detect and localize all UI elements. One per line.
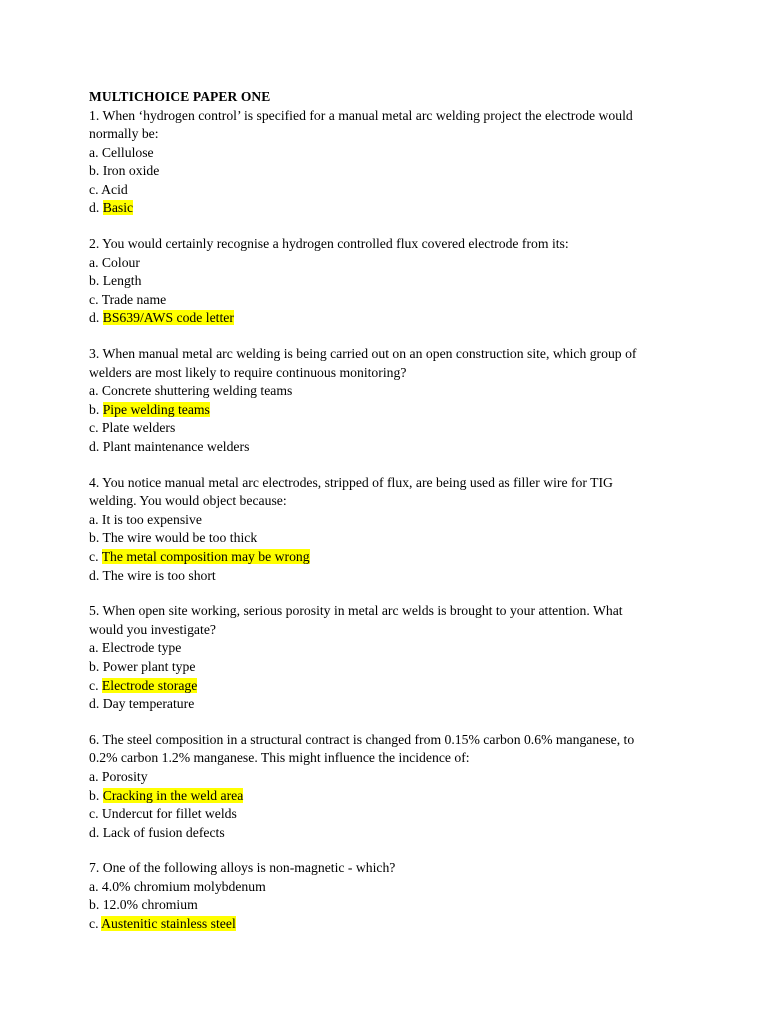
answer-option[interactable] (89, 291, 650, 310)
option-text: Concrete shuttering welding teams (101, 383, 293, 399)
question-stem: 2. You would certainly recognise a hydrogen controlled flux covered electrode from its: (89, 236, 569, 252)
option-letter: a. (89, 144, 99, 160)
option-text: Trade name (101, 291, 167, 307)
option-letter: b. (89, 163, 100, 179)
answer-option[interactable] (89, 199, 650, 218)
answer-option[interactable] (89, 896, 650, 915)
option-text: Lack of fusion defects (102, 824, 225, 840)
answer-option[interactable] (89, 181, 650, 200)
question-block (89, 345, 650, 457)
option-text: It is too expensive (101, 511, 202, 527)
answer-option[interactable] (89, 915, 650, 934)
answer-option[interactable] (89, 878, 650, 897)
answer-option[interactable] (89, 438, 650, 457)
option-letter: b. (89, 897, 100, 913)
answer-option[interactable] (89, 162, 650, 181)
answer-option[interactable] (89, 419, 650, 438)
option-text-highlighted: Electrode storage (101, 677, 198, 693)
answer-option[interactable] (89, 529, 650, 548)
option-letter: c. (89, 420, 99, 436)
answer-option[interactable] (89, 309, 650, 328)
option-text: Undercut for fillet welds (101, 806, 237, 822)
answer-option[interactable] (89, 639, 650, 658)
option-letter: c. (89, 677, 99, 693)
option-letter: c. (89, 806, 99, 822)
option-letter: c. (89, 916, 99, 932)
option-text: Colour (101, 254, 140, 270)
question-stem: 4. You notice manual metal arc electrodes, stripped of flux, are being used as filler wire for TIG welding. You would object because: (89, 474, 613, 509)
option-letter: b. (89, 787, 100, 803)
question-stem: 5. When open site working, serious porosity in metal arc welds is brought to your attention. What would you investigate? (89, 603, 623, 637)
option-text-highlighted: Cracking in the weld area (102, 787, 244, 803)
option-text: The wire would be too thick (102, 530, 258, 546)
option-text: 12.0% chromium (102, 897, 198, 913)
option-letter: d. (89, 696, 100, 712)
option-text-highlighted: Pipe welding teams (102, 401, 210, 417)
option-text: Cellulose (101, 144, 154, 160)
question-stem: 7. One of the following alloys is non-magnetic - which? (89, 860, 396, 876)
answer-option[interactable] (89, 805, 650, 824)
option-text-highlighted: BS639/AWS code letter (102, 310, 234, 326)
question-block (89, 474, 650, 586)
option-letter: a. (89, 254, 99, 270)
option-text: Acid (101, 181, 128, 197)
answer-option[interactable] (89, 272, 650, 291)
answer-option[interactable] (89, 382, 650, 401)
question-block (89, 107, 650, 219)
answer-option[interactable] (89, 787, 650, 806)
option-letter: a. (89, 511, 99, 527)
option-letter: c. (89, 291, 99, 307)
option-letter: b. (89, 401, 100, 417)
question-list (89, 107, 650, 934)
question-block (89, 859, 650, 933)
option-letter: d. (89, 824, 100, 840)
option-text: Day temperature (102, 696, 195, 712)
question-stem: 6. The steel composition in a structural contract is changed from 0.15% carbon 0.6% manganese, to 0.2% carbon 1.2% manganese. This might influence the incidence of: (89, 731, 635, 766)
option-letter: b. (89, 530, 100, 546)
answer-option[interactable] (89, 695, 650, 714)
option-letter: a. (89, 878, 99, 894)
option-text-highlighted: The metal composition may be wrong (101, 548, 310, 564)
question-stem: 1. When ‘hydrogen control’ is specified for a manual metal arc welding project the electrode would normally be: (89, 107, 633, 142)
option-text: Porosity (101, 768, 148, 784)
answer-option[interactable] (89, 254, 650, 273)
question-block (89, 731, 650, 843)
answer-option[interactable] (89, 677, 650, 696)
option-letter: d. (89, 567, 100, 583)
option-letter: d. (89, 439, 100, 454)
option-text: Length (102, 273, 142, 289)
option-letter: d. (89, 310, 100, 326)
option-text-highlighted: Austenitic stainless steel (101, 916, 236, 932)
option-letter: c. (89, 548, 99, 564)
option-letter: b. (89, 658, 100, 674)
answer-option[interactable] (89, 511, 650, 530)
answer-option[interactable] (89, 768, 650, 787)
option-text: Plate welders (101, 420, 176, 436)
option-text: Iron oxide (102, 163, 160, 179)
answer-option[interactable] (89, 401, 650, 420)
option-text: Power plant type (102, 658, 196, 674)
answer-option[interactable] (89, 658, 650, 677)
answer-option[interactable] (89, 824, 650, 843)
option-text: Plant maintenance welders (102, 439, 250, 454)
option-letter: a. (89, 768, 99, 784)
page-title: MULTICHOICE PAPER ONE (89, 89, 271, 104)
option-text: Electrode type (101, 640, 182, 656)
answer-option[interactable] (89, 567, 650, 586)
option-letter: a. (89, 640, 99, 656)
answer-option[interactable] (89, 144, 650, 163)
option-letter: a. (89, 383, 99, 399)
option-text: 4.0% chromium molybdenum (101, 878, 266, 894)
option-text: The wire is too short (102, 567, 216, 583)
option-letter: b. (89, 273, 100, 289)
option-letter: c. (89, 181, 99, 197)
option-letter: d. (89, 200, 100, 216)
answer-option[interactable] (89, 548, 650, 567)
question-stem: 3. When manual metal arc welding is being carried out on an open construction site, which group of welders are most likely to require continuous monitoring? (89, 346, 637, 380)
question-block (89, 602, 650, 714)
question-block (89, 235, 650, 328)
option-text-highlighted: Basic (102, 200, 134, 216)
